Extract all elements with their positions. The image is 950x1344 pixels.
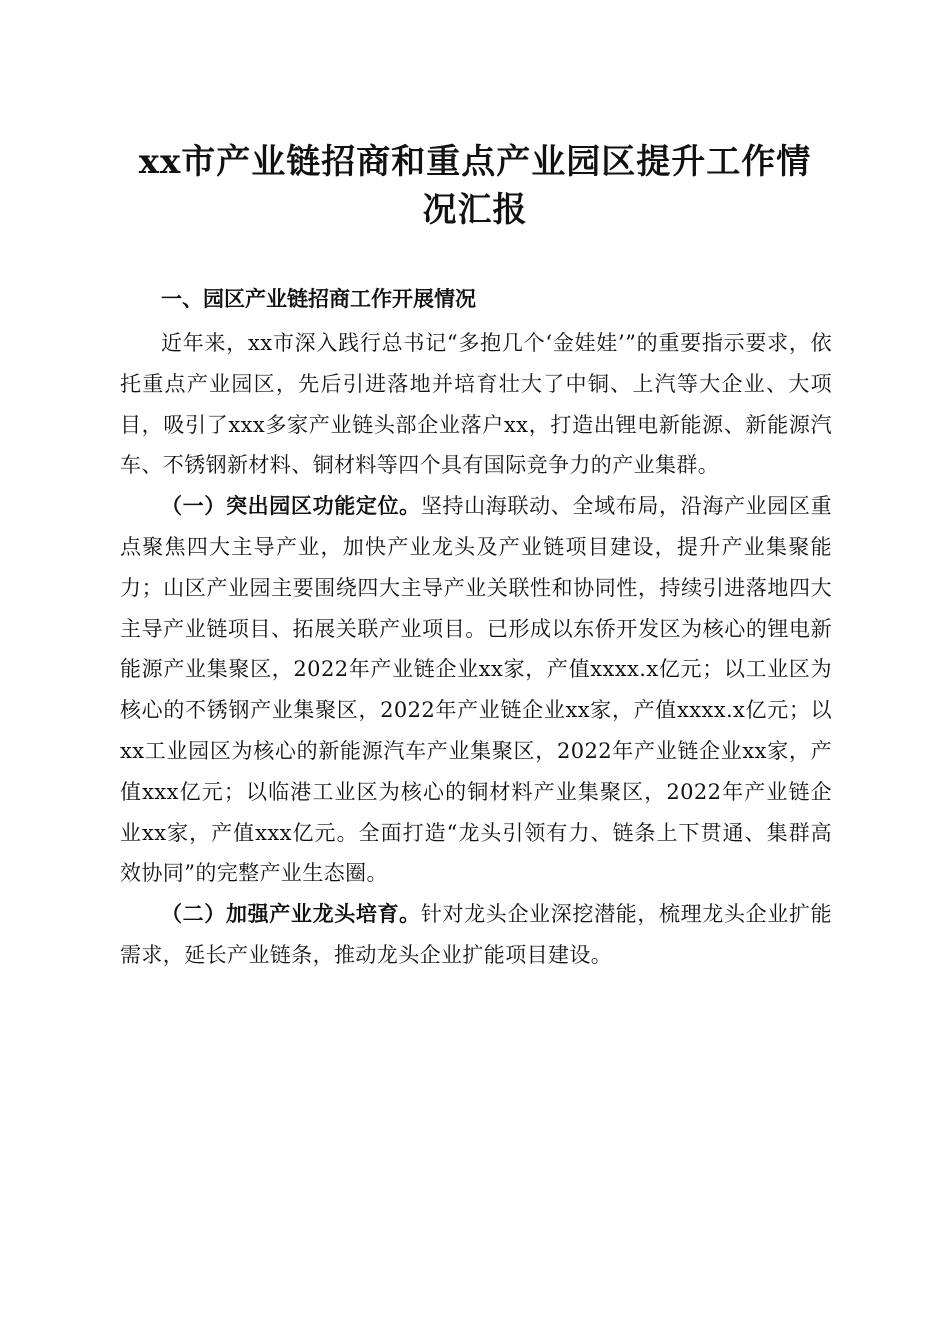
paragraph-intro: 近年来，xx市深入践行总书记“多抱几个‘金娃娃’”的重要指示要求，依托重点产业园区，先后引进落地并培育壮大了中铜、上汽等大企业、大项目，吸引了xxx多家产业链头部企业落户xx，打造出锂电新能源、新能源汽车、不锈钢新材料、铜材料等四个具有国际竞争力的产业集群。 bbox=[120, 331, 832, 478]
subsection-2-lead: （二）加强产业龙头培育。 bbox=[161, 901, 421, 927]
paragraph-subsection-1 bbox=[120, 486, 832, 894]
paragraph-subsection-2 bbox=[120, 894, 832, 976]
document-body bbox=[120, 285, 832, 976]
document-title bbox=[120, 138, 830, 234]
section-heading-1: 一、园区产业链招商工作开展情况 bbox=[161, 287, 476, 311]
subsection-1-text: 坚持山海联动、全域布局，沿海产业园区重点聚焦四大主导产业，加快产业龙头及产业链项目建设，提升产业集聚能力；山区产业园主要围绕四大主导产业关联性和协同性，持续引进落地四大主导产业链项目、拓展关联产业项目。已形成以东侨开发区为核心的锂电新能源产业集聚区，2022年产业链企业xx家，产值xxxx.x亿元；以工业区为核心的不锈钢产业集聚区，2022年产业链企业xx家，产值xxxx.x亿元；以xx工业园区为核心的新能源汽车产业集聚区，2022年产业链企业xx家，产值xxx亿元；以临港工业区为核心的铜材料产业集聚区，2022年产业链企业xx家，产值xxx亿元。全面打造“龙头引领有力、链条上下贯通、集群高效协同”的完整产业生态圈。 bbox=[120, 494, 832, 886]
title-line-1: xx市产业链招商和重点产业园区提升工作情 bbox=[138, 142, 812, 182]
subsection-2-text: 针对龙头企业深挖潜能，梳理龙头企业扩能需求，延长产业链条，推动龙头企业扩能项目建设。 bbox=[120, 902, 832, 967]
subsection-1-lead: （一）突出园区功能定位。 bbox=[161, 493, 421, 519]
title-line-2: 况汇报 bbox=[422, 190, 528, 230]
